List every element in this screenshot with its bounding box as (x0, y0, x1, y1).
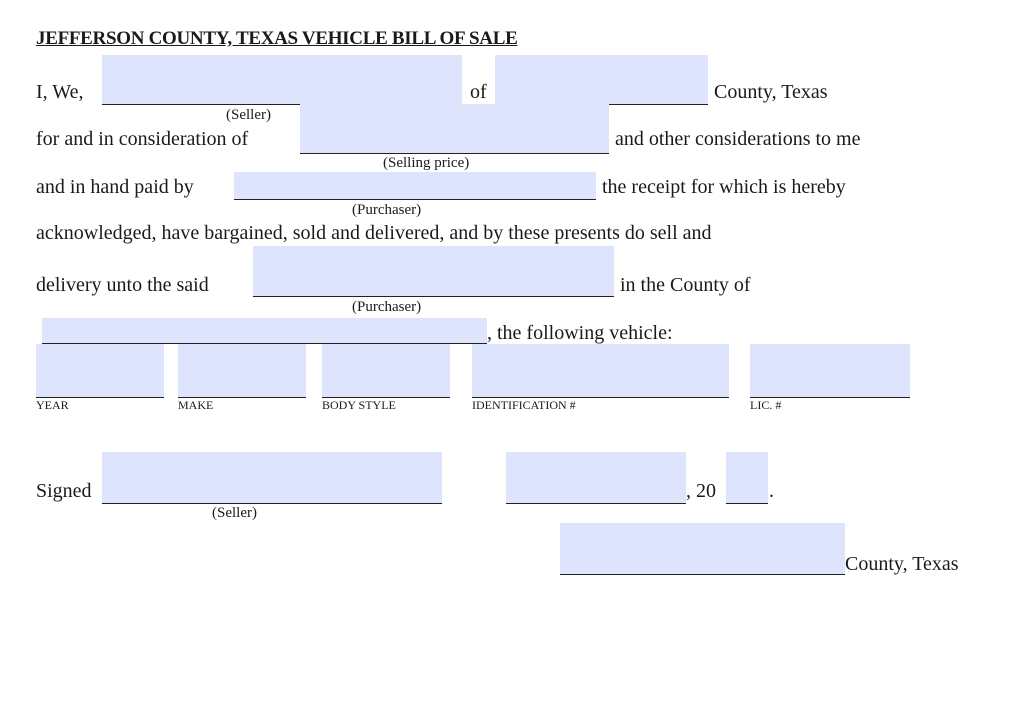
text-other-considerations: and other considerations to me (615, 128, 861, 150)
seller-signature-field[interactable] (102, 452, 442, 504)
text-of: of (470, 81, 487, 103)
document-title: JEFFERSON COUNTY, TEXAS VEHICLE BILL OF SALE (36, 28, 518, 49)
caption-selling-price: (Selling price) (383, 155, 470, 171)
label-identification: IDENTIFICATION # (472, 398, 576, 412)
label-body-style: BODY STYLE (322, 398, 396, 412)
vehicle-year-field[interactable] (36, 344, 164, 398)
label-year: YEAR (36, 398, 69, 412)
caption-seller-sign: (Seller) (212, 505, 257, 521)
text-county-texas-2: County, Texas (845, 553, 959, 575)
label-lic: LIC. # (750, 398, 782, 412)
vehicle-make-field[interactable] (178, 344, 306, 398)
selling-price-field[interactable] (300, 104, 609, 154)
caption-purchaser-2: (Purchaser) (352, 299, 422, 315)
purchaser-name-2-field[interactable] (253, 246, 614, 297)
vehicle-identification-field[interactable] (472, 344, 729, 398)
seller-county-field[interactable] (495, 55, 708, 105)
sign-date-field[interactable] (506, 452, 686, 504)
text-signed: Signed (36, 480, 92, 502)
seller-name-field[interactable] (102, 55, 462, 105)
text-i-we: I, We, (36, 81, 84, 103)
caption-purchaser-1: (Purchaser) (352, 202, 422, 218)
purchaser-county-field[interactable] (42, 318, 487, 344)
text-receipt: the receipt for which is hereby (602, 176, 846, 198)
text-county-texas: County, Texas (714, 81, 828, 103)
text-in-county-of: in the County of (620, 274, 751, 296)
sign-year-field[interactable] (726, 452, 768, 504)
text-following-vehicle: , the following vehicle: (487, 322, 673, 344)
sign-county-field[interactable] (560, 523, 845, 575)
text-year-prefix: , 20 (686, 480, 716, 502)
text-for-consideration: for and in consideration of (36, 128, 249, 150)
purchaser-name-field[interactable] (234, 172, 596, 200)
text-acknowledged: acknowledged, have bargained, sold and delivered, and by these presents do sell and (36, 222, 712, 244)
text-period: . (769, 480, 774, 502)
caption-seller: (Seller) (226, 107, 271, 123)
text-in-hand-paid: and in hand paid by (36, 176, 194, 198)
vehicle-lic-field[interactable] (750, 344, 910, 398)
label-make: MAKE (178, 398, 214, 412)
vehicle-body-style-field[interactable] (322, 344, 450, 398)
text-delivery-unto: delivery unto the said (36, 274, 209, 296)
